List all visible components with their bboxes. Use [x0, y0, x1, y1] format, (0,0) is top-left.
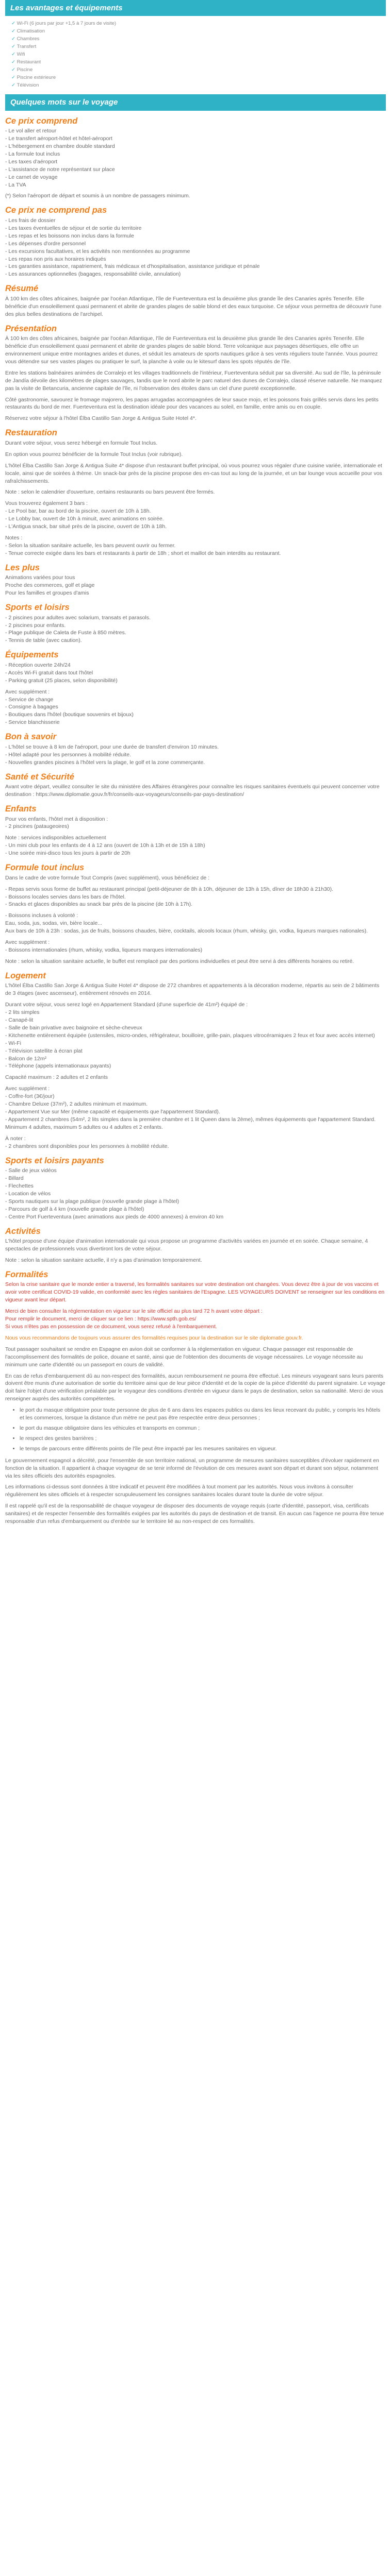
- logement-intro: L'hôtel Élba Castillo San Jorge & Antigua Suite Hotel 4* dispose de 272 chambres et appartements à la décoration moderne, répartis au sein de 2 bâtiments de 3 étages (avec ascenseur), entièrement rénovés en 2014.: [5, 982, 380, 997]
- section-title-logement: Logement: [5, 971, 46, 980]
- list-item: - Appartement 2 chambres (54m², 2 lits simples dans la première chambre et 1 lit Queen dans la 2ème), mêmes équipements que l'appartement Standard. Minimum 4 adultes, maximum 5 adultes ou 4 adultes et 2 enfants.: [5, 1116, 376, 1130]
- list-item: - Service blanchisserie: [5, 719, 60, 726]
- section-title-activites: Activités: [5, 1226, 41, 1236]
- sports-list: [5, 614, 386, 645]
- section-title-presentation: Présentation: [5, 324, 57, 333]
- tout-inclus-intro: Dans le cadre de votre formule Tout Compris (avec supplément), vous bénéficiez de :: [5, 874, 210, 881]
- list-item: - Les dépenses d'ordre personnel: [5, 240, 86, 247]
- logement-sejour: Durant votre séjour, vous serez logé en Appartement Standard (d'une superficie de 41m²) équipé de :: [5, 1002, 248, 1008]
- formalites-paragraph: Le gouvernement espagnol a décrété, pour l'ensemble de son territoire national, un programme de mesures sanitaires susceptibles d'évoluer rapidement en fonction de la situation. Il appartient à chaque voyageur de se tenir informé de l'évolution de ces mesures avant son départ et durant son séjour, notamment via les sites officiels des autorités espagnoles.: [5, 1457, 379, 1479]
- presentation-paragraph: Côté gastronomie, savourez le fromage majorero, les papas arrugadas accompagnées de leur sauce mojo, et les poissons frais grillés servis dans les petits restaurants du bord de mer. Fuerteventura est la destination idéale pour des vacances au soleil, en famille, entre amis ou en couple.: [5, 396, 379, 411]
- list-item: - Balcon de 12m²: [5, 1055, 46, 1062]
- list-item: - Repas servis sous forme de buffet au restaurant principal (petit-déjeuner de 8h à 10h, déjeuner de 13h à 15h, dîner de 18h30 à 21h30).: [5, 886, 334, 892]
- presentation-paragraph: Entre les stations balnéaires animées de Corralejo et les villages traditionnels de l'intérieur, Fuerteventura séduit par sa diversité. Au sud de l'île, la péninsule de Jandía dévoile des kilomètres de plages sauvages, tandis que le nord abrite le parc naturel des dunes de Corralejo, classé réserve naturelle. Ne manquez pas la visite de Betancuria, ancienne capitale de l'île, ni l'observation des étoiles dans un ciel d'une pureté exceptionnelle.: [5, 369, 382, 392]
- list-item: - Téléphone (appels internationaux payants): [5, 1063, 111, 1070]
- prix-compris-list: [5, 127, 386, 189]
- list-item: - Nouvelles grandes piscines à l'hôtel vers la plage, le golf et la zone commerçante.: [5, 759, 205, 766]
- list-item: - Centre Port Fuerteventura (avec animations aux pieds de 4000 annexes) à environ 40 km: [5, 1213, 224, 1220]
- activites-text: L'hôtel propose d'une équipe d'animation internationale qui vous propose un programme d'activités variées en journée et en soirée. Chaque semaine, 4 spectacles de professionnels vous divertiront lors de votre séjour.: [5, 1238, 368, 1252]
- list-item: - Sports nautiques sur la plage publique (nouvelle grande plage à l'hôtel): [5, 1198, 180, 1205]
- restauration-intro: Durant votre séjour, vous serez hébergé en formule Tout Inclus.: [5, 439, 158, 446]
- formalites-paragraph: Tout passager souhaitant se rendre en Espagne en avion doit se conformer à la réglementation en vigueur. Chaque passager est responsable de l'accomplissement des formalités de police, douane et santé, ainsi que de l'obtention des documents de voyage nécessaires. Le voyage nécessite au minimum une carte d'identité ou un passeport en cours de validité.: [5, 1346, 363, 1368]
- list-item: - Une soirée mini-disco tous les jours à partir de 20h: [5, 850, 131, 857]
- list-item: - Les taxes d'aéroport: [5, 158, 58, 165]
- logement-supp-title: Avec supplément :: [5, 1086, 50, 1092]
- sante-text: Avant votre départ, veuillez consulter le site du ministère des Affaires étrangères pour connaître les risques sanitaires éventuels qui peuvent concerner votre destination : https://www.diplomatie.gouv.fr/fr/conseils-aux-voyageurs/conseils-par-pays-destination/: [5, 784, 380, 798]
- section-title-prix-non-compris: Ce prix ne comprend pas: [5, 206, 107, 215]
- list-item: - Le carnet de voyage: [5, 174, 58, 180]
- list-item: - Wi-Fi: [5, 1040, 21, 1046]
- list-item: - Plage publique de Caleta de Fuste à 850 mètres.: [5, 630, 126, 636]
- equipment-item: ✓ Chambres: [11, 35, 380, 43]
- section-title-savoir: Bon à savoir: [5, 732, 57, 742]
- restauration-notes: [5, 542, 386, 557]
- equipment-list: [5, 19, 386, 91]
- list-item: - Appartement Vue sur Mer (même capacité et équipements que l'appartement Standard).: [5, 1109, 220, 1115]
- list-item: - Télévision satellite à écran plat: [5, 1047, 83, 1054]
- list-item: Proche des commerces, golf et plage: [5, 582, 95, 589]
- equipment-item: ✓ Climatisation: [11, 27, 380, 35]
- list-item: - Kitchenette entièrement équipée (ustensiles, micro-ondes, réfrigérateur, bouilloire, grille-pain, plaques vitrocéramiques 2 feux et four avec accès internet): [5, 1032, 375, 1039]
- restauration-bars-intro: Vous trouverez également 3 bars :: [5, 500, 88, 507]
- list-item: • le temps de parcours entre différents points de l'île peut être impacté par les mesures sanitaires en vigueur.: [20, 1445, 386, 1453]
- logement-note-title: À noter :: [5, 1135, 26, 1142]
- list-item: Pour les familles et groupes d'amis: [5, 590, 89, 597]
- enfants-list: [5, 816, 386, 831]
- list-item: - Chambre Deluxe (37m²), 2 adultes minimum et maximum.: [5, 1101, 148, 1108]
- list-item: - Accès Wi-Fi gratuit dans tout l'hôtel: [5, 669, 93, 676]
- list-item: - 2 piscines pour enfants.: [5, 622, 66, 629]
- list-item: - Salle de jeux vidéos: [5, 1167, 57, 1174]
- resume-text: À 100 km des côtes africaines, baignée par l'océan Atlantique, l'île de Fuerteventura est la deuxième plus grande île des Canaries après Tenerife. Elle bénéficie d'un ensoleillement quasi permanent et abrite de grandes plages de sable blond et des eaux turquoise. Ce séjour vous permettra de découvrir l'une des plus belles destinations de l'archipel.: [5, 295, 382, 317]
- equipment-item: ✓ Piscine extérieure: [11, 74, 380, 81]
- restauration-paragraph: En option vous pourrez bénéficier de la formule Tout Inclus (voir rubrique).: [5, 451, 183, 457]
- section-title-resume: Résumé: [5, 284, 39, 294]
- list-item: - Les repas non pris aux horaires indiqués: [5, 256, 106, 262]
- logement-capacite: Capacité maximum : 2 adultes et 2 enfants: [5, 1074, 108, 1081]
- list-item: - Boissons locales servies dans les bars de l'hôtel.: [5, 893, 126, 900]
- list-item: - Le transfert aéroport-hôtel et hôtel-aéroport: [5, 135, 112, 142]
- equipements-supp-title: Avec supplément :: [5, 688, 50, 695]
- presentation-paragraph: À 100 km des côtes africaines, baignée par l'océan Atlantique, l'île de Fuerteventura est la deuxième plus grande île des Canaries après Tenerife. Elle bénéficie d'un ensoleillement quasi permanent et abrite de grandes plages de sable blond. Terre volcanique aux paysages désertiques, elle offre un environnement unique entre montagnes arides et dunes, et séduit les amateurs de sports nautiques grâce à ses vents réguliers toute l'année. Vous pourrez vous détendre sur ses vastes plages ou pratiquer le surf, la planche à voile ou le kitesurf dans les spots réputés de l'île.: [5, 335, 378, 365]
- formalites-paragraph: Les informations ci-dessus sont données à titre indicatif et peuvent être modifiées à tout moment par les autorités. Nous vous invitons à consulter régulièrement les sites officiels et à respecter scrupuleusement les consignes sanitaires locales durant toute la durée de votre séjour.: [5, 1484, 353, 1498]
- enfants-supp-list: [5, 842, 386, 857]
- boissons-title: - Boissons incluses à volonté :: [5, 912, 78, 919]
- list-item: - Flechettes: [5, 1182, 34, 1189]
- list-item: - Boutiques dans l'hôtel (boutique souvenirs et bijoux): [5, 711, 134, 718]
- section-title-enfants: Enfants: [5, 804, 37, 814]
- list-item: - Location de vélos: [5, 1190, 51, 1197]
- tout-inclus-supp: - Boissons internationales (rhum, whisky, vodka, liqueurs marques internationales): [5, 946, 203, 953]
- list-item: - Selon la situation sanitaire actuelle, les bars peuvent ouvrir ou fermer.: [5, 542, 176, 549]
- list-item: - L'assistance de notre représentant sur place: [5, 166, 115, 173]
- section-title-tout-inclus: Formule tout inclus: [5, 863, 85, 873]
- list-item: - Les assurances optionnelles (bagages, responsabilité civile, annulation): [5, 271, 181, 278]
- logement-equip-list: [5, 1009, 386, 1070]
- info-header: Quelques mots sur le voyage: [5, 94, 386, 110]
- formalites-paragraph: En cas de refus d'embarquement dû au non-respect des formalités, aucun remboursement ne pourra être effectué. Les mineurs voyageant sans leurs parents doivent être munis d'une autorisation de sortie du territoire ainsi que de leur pièce d'identité et de la copie de la pièce d'identité du parent signataire. Le voyage doit faire l'objet d'une vérification préalable par le voyageur des conditions d'entrée en vigueur dans le pays de destination, selon sa nationalité. Merci de vous renseigner auprès des autorités compétentes.: [5, 1372, 385, 1402]
- bars-list: [5, 507, 386, 531]
- list-item: - Parking gratuit (25 places, selon disponibilité): [5, 677, 118, 684]
- list-item: - Réception ouverte 24h/24: [5, 662, 71, 668]
- list-item: - Coffre-fort (3€/jour): [5, 1093, 55, 1100]
- section-title-sports-payants: Sports et loisirs payants: [5, 1156, 104, 1165]
- sports-payants-list: [5, 1167, 386, 1221]
- list-item: - La TVA: [5, 181, 26, 188]
- equipment-item: ✓ Wifi: [11, 50, 380, 58]
- list-item: - 2 piscines pour adultes avec solarium, transats et parasols.: [5, 614, 151, 621]
- equipment-item: ✓ Télévision: [11, 81, 380, 89]
- formalites-recommendation: Nous vous recommandons de toujours vous assurer des formalités requises pour la destination sur le site diplomatie.gouv.fr.: [5, 1334, 303, 1341]
- section-title-prix-compris: Ce prix comprend: [5, 116, 78, 126]
- list-item: - L'hôtel se trouve à 8 km de l'aéroport, pour une durée de transfert d'environ 10 minutes.: [5, 743, 219, 750]
- list-item: - L'Antigua snack, bar situé près de la piscine, ouvert de 10h à 18h.: [5, 523, 167, 530]
- formalites-alert: Merci de bien consulter la réglementation en vigueur sur le site officiel au plus tard 72 h avant votre départ :: [5, 1308, 263, 1315]
- equipment-item: ✓ Transfert: [11, 43, 380, 50]
- list-item: - Parcours de golf à 4 km (nouvelle grande plage à l'hôtel): [5, 1206, 144, 1212]
- section-title-sante: Santé et Sécurité: [5, 772, 74, 782]
- plus-list: [5, 574, 386, 597]
- logement-supp-list: [5, 1093, 386, 1131]
- formalites-paragraph: Il est rappelé qu'il est de la responsabilité de chaque voyageur de disposer des documents de voyage requis (carte d'identité, passeport, visa, certificats sanitaires) et de respecter l'ensemble des formalités exigées par les autorités du pays de destination et de transit. En aucun cas l'agence ne pourra être tenue responsable d'un refus d'embarquement ou d'entrée sur le territoire lié au non-respect de ces formalités.: [5, 1503, 384, 1525]
- list-item: - Les excursions facultatives, et les activités non mentionnées au programme: [5, 248, 190, 255]
- equipements-list: [5, 662, 386, 685]
- list-item: Animations variées pour tous: [5, 574, 75, 581]
- formalites-alert: Si vous n'êtes pas en possession de ce document, vous serez refusé à l'embarquement.: [5, 1324, 217, 1330]
- list-item: - Snacks et glaces disponibles au snack bar près de la piscine (de 10h à 17h).: [5, 901, 193, 908]
- list-item: - Le Pool bar, bar au bord de la piscine, ouvert de 10h à 18h.: [5, 508, 151, 515]
- section-title-equipements: Équipements: [5, 650, 59, 660]
- section-title-sports: Sports et loisirs: [5, 603, 70, 613]
- list-item: • le port du masque obligatoire pour toute personne de plus de 6 ans dans les espaces publics ou dans les lieux recevant du public, y compris les hôtels et les commerces, lorsque la distance d'un mètre ne peut pas être respectée entre deux personnes ;: [20, 1406, 386, 1422]
- list-item: - Billard: [5, 1175, 24, 1182]
- list-item: - 2 piscines (pataugeoires): [5, 823, 69, 830]
- restauration-paragraph: Note : selon le calendrier d'ouverture, certains restaurants ou bars peuvent être fermés.: [5, 489, 215, 496]
- aux-bars-text: Aux bars de 10h à 23h : sodas, jus de fruits, boissons chaudes, bière, cocktails, alcools locaux (rhum, whisky, gin, vodka, liqueurs marques nationales).: [5, 928, 368, 935]
- restauration-notes-title: Notes :: [5, 534, 23, 541]
- section-title-formalites: Formalités: [5, 1269, 48, 1279]
- list-item: - Le Lobby bar, ouvert de 10h à minuit, avec animations en soirée.: [5, 516, 164, 522]
- list-item: - Les frais de dossier: [5, 217, 56, 224]
- tout-inclus-list: [5, 886, 386, 909]
- equipment-item: ✓ Restaurant: [11, 58, 380, 66]
- section-title-plus: Les plus: [5, 563, 40, 572]
- activites-note: Note : selon la situation sanitaire actuelle, il n'y a pas d'animation temporairement.: [5, 1257, 202, 1263]
- list-item: - Un mini club pour les enfants de 4 à 12 ans (ouvert de 10h à 13h et de 15h à 18h): [5, 842, 205, 849]
- logement-note: - 2 chambres sont disponibles pour les personnes à mobilité réduite.: [5, 1143, 169, 1149]
- boissons-text: Eau, soda, jus, sodas, vin, bière locale...: [5, 920, 102, 927]
- list-item: - Canapé-lit: [5, 1017, 34, 1024]
- list-item: Pour vos enfants, l'hôtel met à disposition :: [5, 816, 108, 822]
- tout-inclus-supp-title: Avec supplément :: [5, 939, 50, 946]
- formalites-link-text[interactable]: Pour remplir le document, merci de cliquer sur ce lien : https://www.spth.gob.es/: [5, 1316, 197, 1323]
- formalites-alert: Selon la crise sanitaire que le monde entier a traversé, les formalités sanitaires sur votre destination ont changées. Vous devez être à jour de vos vaccins et avoir votre certificat COVID-19 valide, en conformité avec les règles sanitaires de l'Espagne. LES VOYAGEURS DOIVENT se renseigner sur les conditions en vigueur avant leur départ.: [5, 1281, 385, 1303]
- hotel-intro: Réservez votre séjour à l'hôtel Élba Castillo San Jorge & Antigua Suite Hotel 4*.: [5, 415, 197, 422]
- equipment-header: Les avantages et équipements: [5, 0, 386, 16]
- enfants-supp-title: Note : services indisponibles actuellement: [5, 835, 106, 841]
- equipment-item: ✓ Piscine: [11, 66, 380, 74]
- section-title-restauration: Restauration: [5, 428, 57, 438]
- list-item: - Tennis de table (avec caution).: [5, 637, 82, 644]
- list-item: - Consigne à bagages: [5, 704, 58, 710]
- list-item: - Les repas et les boissons non inclus dans la formule: [5, 232, 134, 239]
- savoir-list: [5, 743, 386, 767]
- list-item: - Service de change: [5, 696, 54, 703]
- list-item: - Tenue correcte exigée dans les bars et restaurants à partir de 18h ; short et maillot de bain interdits au restaurant.: [5, 550, 281, 556]
- prix-compris-note: (*) Selon l'aéroport de départ et soumis à un nombre de passagers minimum.: [5, 193, 190, 199]
- list-item: • le port du masque obligatoire dans les véhicules et transports en commun ;: [20, 1425, 386, 1432]
- formalites-bullets: [20, 1406, 386, 1453]
- list-item: - Salle de bain privative avec baignoire et sèche-cheveux: [5, 1024, 142, 1031]
- prix-non-compris-list: [5, 217, 386, 278]
- restauration-paragraph: L'hôtel Élba Castillo San Jorge & Antigua Suite 4* dispose d'un restaurant buffet principal, où vous pourrez vous régaler d'une cuisine variée, internationale et locale, ainsi que de soirées à thème. Un snack-bar près de la piscine propose des en-cas tout au long de la journée, et un bar lounge vous accueille pour vos rafraîchissements.: [5, 462, 382, 484]
- list-item: • le respect des gestes barrières ;: [20, 1435, 386, 1443]
- list-item: - Le vol aller et retour: [5, 128, 57, 134]
- list-item: - La formule tout inclus: [5, 150, 60, 157]
- list-item: - L'hébergement en chambre double standard: [5, 143, 115, 150]
- list-item: - 2 lits simples: [5, 1009, 40, 1016]
- equipment-item: ✓ Wi-Fi (6 jours par jour +1,5 à 7 jours de visite): [11, 20, 380, 27]
- tout-inclus-note: Note : selon la situation sanitaire actuelle, le buffet est remplacé par des portions individuelles et peut être servi à des différents horaires ou retiré.: [5, 958, 354, 964]
- list-item: - Les taxes éventuelles de séjour et de sortie du territoire: [5, 225, 142, 231]
- equipements-supp-list: [5, 696, 386, 727]
- list-item: - Les garanties assistance, rapatriement, frais médicaux et d'hospitalisation, assistance juridique et pénale: [5, 263, 260, 270]
- list-item: - Hôtel adapté pour les personnes à mobilité réduite.: [5, 751, 131, 758]
